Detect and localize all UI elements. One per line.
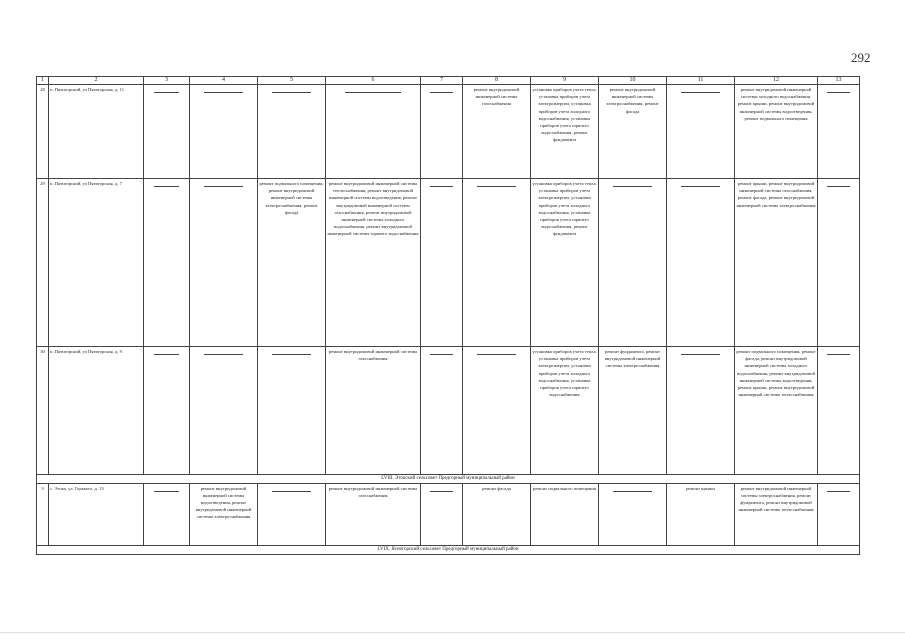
section-heading-row bbox=[37, 545, 860, 554]
dash-mark bbox=[430, 186, 453, 187]
table-row bbox=[37, 85, 860, 179]
work-cell: установка приборов учета тепла, установка приборов учета электроэнергии, установка приборов учета холодного водоснабжения, установка приборов учета горячего водоснабжения, ремонт фундамента bbox=[531, 179, 599, 347]
empty-cell bbox=[818, 179, 860, 347]
address-cell: с. Этока, ул. Горького, д. 13 bbox=[49, 483, 144, 545]
empty-cell bbox=[463, 179, 531, 347]
dash-mark bbox=[204, 186, 243, 187]
work-cell: ремонт внутридомовой инженерной системы газоснабжения bbox=[326, 483, 421, 545]
dash-mark bbox=[827, 354, 850, 355]
dash-mark bbox=[154, 491, 180, 492]
dash-mark bbox=[430, 491, 453, 492]
work-cell: ремонт внутридомовой инженерной системы газоснабжения bbox=[326, 347, 421, 475]
work-cell: ремонт крыши bbox=[667, 483, 735, 545]
dash-mark bbox=[204, 92, 243, 93]
empty-cell bbox=[258, 483, 326, 545]
empty-cell bbox=[421, 483, 463, 545]
empty-cell bbox=[258, 85, 326, 179]
work-cell: ремонт подвального помещения, ремонт фасада, ремонт внутридомовой инженерной системы холодного водоснабжения, ремонт внутридомовой инженерной системы водоотведения, ремонт крыши, ремонт внутридомовой инженерной системы теплоснабжения bbox=[735, 347, 818, 475]
row-number: 30 bbox=[37, 347, 49, 475]
empty-cell bbox=[667, 179, 735, 347]
dash-mark bbox=[154, 186, 180, 187]
empty-cell bbox=[421, 85, 463, 179]
dash-mark bbox=[154, 354, 180, 355]
empty-cell bbox=[190, 85, 258, 179]
dash-mark bbox=[477, 186, 516, 187]
col-header: 2 bbox=[49, 77, 144, 85]
col-header: 9 bbox=[531, 77, 599, 85]
empty-cell bbox=[667, 347, 735, 475]
address-cell: п. Пятигорский, ул Пятигорская, д. 11 bbox=[49, 85, 144, 179]
col-header: 6 bbox=[326, 77, 421, 85]
empty-cell bbox=[190, 347, 258, 475]
work-cell: установка приборов учета тепла, установка приборов учета электроэнергии, установка приборов учета холодного водоснабжения, установка приборов учета горячего водоснабжения, ремонт фундамента bbox=[531, 85, 599, 179]
empty-cell bbox=[326, 85, 421, 179]
col-header: 7 bbox=[421, 77, 463, 85]
dash-mark bbox=[613, 491, 652, 492]
empty-cell bbox=[258, 347, 326, 475]
empty-cell bbox=[667, 85, 735, 179]
work-cell: ремонт внутридомовой инженерной системы холодного водоснабжения, ремонт крыши, ремонт внутридомовой инженерной системы водоотведения, ремонт подвального помещения bbox=[735, 85, 818, 179]
empty-cell bbox=[818, 483, 860, 545]
dash-mark bbox=[272, 491, 311, 492]
table-row bbox=[37, 179, 860, 347]
dash-mark bbox=[681, 354, 720, 355]
dash-mark bbox=[272, 92, 311, 93]
work-cell: ремонт фасада bbox=[463, 483, 531, 545]
dash-mark bbox=[477, 354, 516, 355]
empty-cell bbox=[818, 347, 860, 475]
dash-mark bbox=[827, 186, 850, 187]
empty-cell bbox=[421, 179, 463, 347]
dash-mark bbox=[827, 491, 850, 492]
page-number: 292 bbox=[851, 50, 871, 65]
col-header: 11 bbox=[667, 77, 735, 85]
work-cell: установка приборов учета тепла, установка приборов учета электроэнергии, установка приборов учета холодного водоснабжения, установка приборов учета горячего водоснабжения bbox=[531, 347, 599, 475]
work-cell: ремонт внутридомовой инженерной системы водоотведения, ремонт внутридомовой инженерной системы электроснабжения bbox=[190, 483, 258, 545]
work-cell: ремонт внутридомовой инженерной системы электроснабжения, ремонт фасада bbox=[599, 85, 667, 179]
col-header: 13 bbox=[818, 77, 860, 85]
dash-mark bbox=[430, 354, 453, 355]
section-heading: LVIII. Этокский сельсовет Предгорный муниципальный район bbox=[37, 475, 860, 484]
dash-mark bbox=[204, 354, 243, 355]
dash-mark bbox=[345, 92, 400, 93]
col-header: 1 bbox=[37, 77, 49, 85]
empty-cell bbox=[144, 347, 190, 475]
work-cell: ремонт фундамента, ремонт внутридомовой инженерной системы электроснабжения bbox=[599, 347, 667, 475]
work-cell: ремонт внутридомовой инженерной системы теплоснабжения, ремонт внутридомовой инженерной системы водоотведения, ремонт внутридомовой инженерной системы газоснабжения, ремонт внутридомовой инженерной системы холодного водоснабжения, ремонт внутридомовой инженерной системы горячего водоснабжения bbox=[326, 179, 421, 347]
dash-mark bbox=[430, 92, 453, 93]
table-row bbox=[37, 347, 860, 475]
dash-mark bbox=[272, 354, 311, 355]
row-number: 29 bbox=[37, 179, 49, 347]
work-cell: ремонт внутридомовой инженерной системы электроснабжения, ремонт фундамента, ремонт внутридомовой инженерной системы теплоснабжения bbox=[735, 483, 818, 545]
empty-cell bbox=[599, 483, 667, 545]
scan-artifact-line bbox=[0, 632, 905, 633]
empty-cell bbox=[818, 85, 860, 179]
dash-mark bbox=[154, 92, 180, 93]
col-header: 3 bbox=[144, 77, 190, 85]
empty-cell bbox=[463, 347, 531, 475]
empty-cell bbox=[144, 179, 190, 347]
work-cell: ремонт крыши, ремонт внутридомовой инженерной системы газоснабжения, ремонт фасада, ремонт внутридомовой инженерной системы электроснабжения bbox=[735, 179, 818, 347]
empty-cell bbox=[599, 179, 667, 347]
work-cell: ремонт подвального помещения bbox=[531, 483, 599, 545]
address-cell: п. Пятигорский, ул Пятигорская, д. 7 bbox=[49, 179, 144, 347]
empty-cell bbox=[144, 85, 190, 179]
works-table bbox=[36, 76, 860, 555]
col-header: 5 bbox=[258, 77, 326, 85]
section-heading: LVIX. Ясногорский сельсовет Предгорный муниципальный район bbox=[37, 545, 860, 554]
empty-cell bbox=[144, 483, 190, 545]
dash-mark bbox=[681, 92, 720, 93]
work-cell: ремонт внутридомовой инженерной системы газоснабжения bbox=[463, 85, 531, 179]
empty-cell bbox=[421, 347, 463, 475]
dash-mark bbox=[681, 186, 720, 187]
col-header: 10 bbox=[599, 77, 667, 85]
table-row bbox=[37, 483, 860, 545]
col-header: 8 bbox=[463, 77, 531, 85]
row-number: 3 bbox=[37, 483, 49, 545]
dash-mark bbox=[613, 186, 652, 187]
address-cell: п. Пятигорский, ул Пятигорская, д. 9 bbox=[49, 347, 144, 475]
col-header: 4 bbox=[190, 77, 258, 85]
work-cell: ремонт подвального помещения, ремонт внутридомовой инженерной системы электроснабжения, ремонт фасада bbox=[258, 179, 326, 347]
dash-mark bbox=[827, 92, 850, 93]
col-header: 12 bbox=[735, 77, 818, 85]
row-number: 28 bbox=[37, 85, 49, 179]
header-row bbox=[37, 77, 860, 85]
empty-cell bbox=[190, 179, 258, 347]
section-heading-row bbox=[37, 475, 860, 484]
